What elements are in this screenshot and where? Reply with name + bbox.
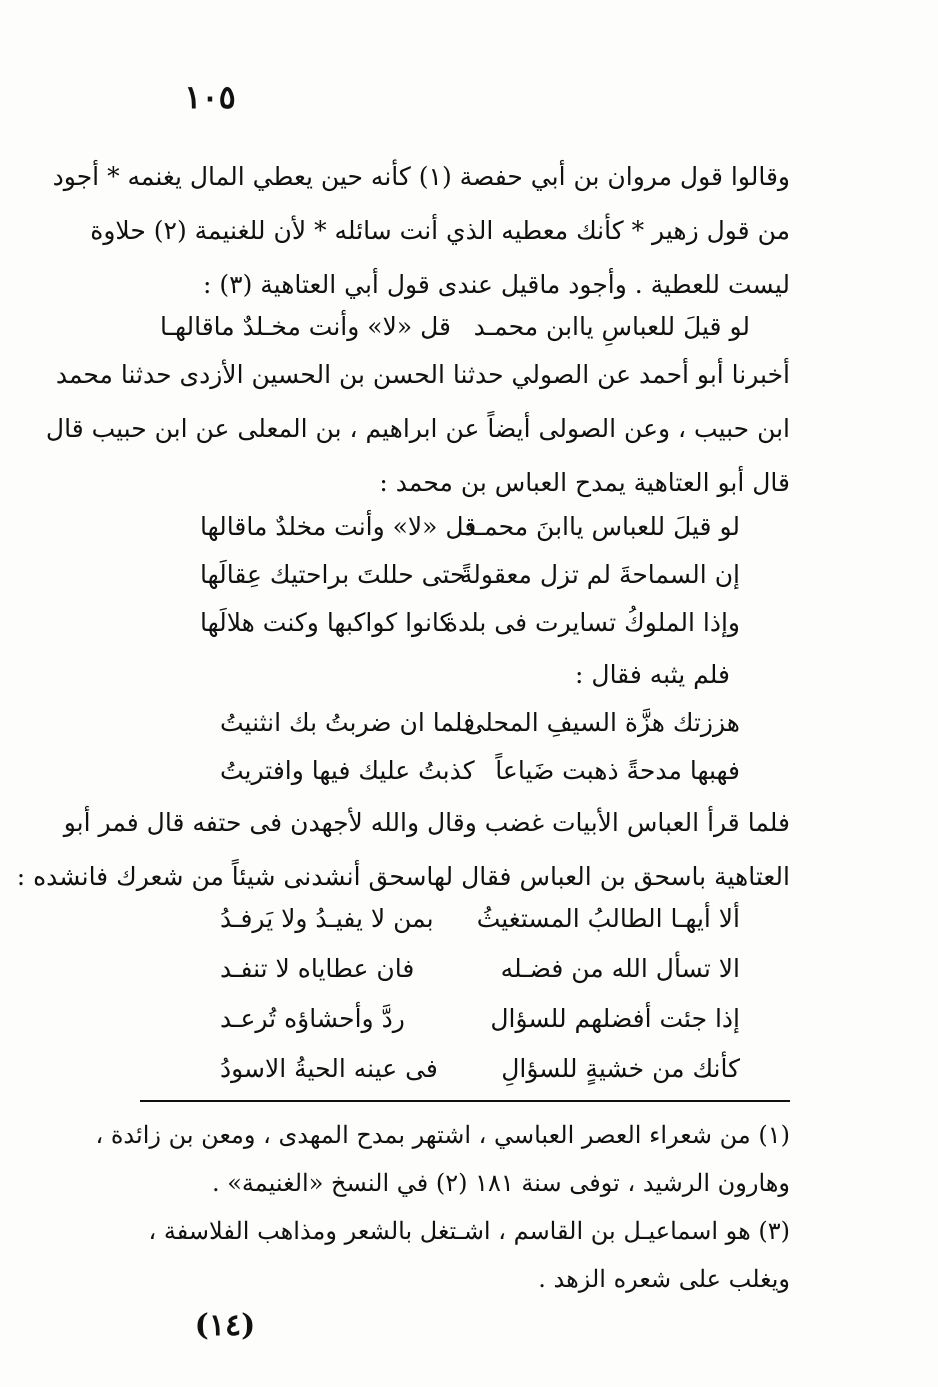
- verse-line: [200, 548, 740, 602]
- text-line: ابن حبيب ، وعن الصولى أيضاً عن ابراهيم ، بن المعلى عن ابن حبيب قال: [45, 414, 790, 443]
- verse-line: [220, 942, 740, 996]
- verse-hemistich-left: فى عينه الحيةُ الاسودُ: [220, 1054, 438, 1083]
- text-line: فلم يثبه فقال :: [575, 660, 730, 689]
- verse-hemistich-left: كذبتُ عليك فيها وافتريتُ: [220, 756, 475, 785]
- paragraph-2: [45, 348, 790, 510]
- verse-hemistich-right: فهبها مدحةً ذهبت ضَياعاً: [495, 756, 740, 785]
- paragraph-1: [52, 150, 790, 312]
- text-line: قال أبو العتاهية يمدح العباس بن محمد :: [379, 468, 790, 497]
- footnote-line: (٣) هو اسماعيـل بن القاسم ، اشـتغل بالشعر ومذاهب الفلاسفة ،: [148, 1217, 790, 1245]
- verse-line: [200, 500, 740, 554]
- verse-hemistich-left: فلما ان ضربتُ بك انثنيتُ: [220, 708, 476, 737]
- verse-hemistich-right: كأنك من خشيةٍ للسؤالِ: [501, 1054, 740, 1083]
- paragraph-4: [16, 796, 790, 904]
- verse-hemistich-right: لو قيلَ للعباس ياابنَ محمـد: [463, 512, 740, 541]
- verse-hemistich-left: حتى حللتَ براحتيك عِقالَها: [200, 560, 466, 589]
- footnote-separator: [140, 1100, 790, 1102]
- verse-line: [220, 1042, 740, 1096]
- verse-line: [220, 744, 740, 798]
- verse-hemistich-right: لو قيلَ للعباسِ ياابن محمـد: [473, 312, 750, 341]
- verse-line: [220, 892, 740, 946]
- text-line: ليست للعطية . وأجود ماقيل عندى قول أبي العتاهية (٣) :: [203, 270, 790, 299]
- text-line: من قول زهير * كأنك معطيه الذي أنت سائله * لأن للغنيمة (٢) حلاوة: [90, 216, 790, 245]
- text-line: العتاهية باسحق بن العباس فقال لهاسحق أنشدنى شيئاً من شعرك فانشده :: [16, 862, 790, 891]
- verse-hemistich-left: كانوا كواكبها وكنت هلالَها: [200, 608, 452, 637]
- verse-line: [160, 300, 750, 354]
- verse-hemistich-right: هززتك هزَّة السيفِ المحلى: [464, 708, 740, 737]
- footnote-line: ويغلب على شعره الزهد .: [538, 1265, 790, 1293]
- verse-hemistich-left: قل «لا» وأنت مخـلدٌ ماقالهـا: [160, 312, 451, 341]
- footnote-line: وهارون الرشيد ، توفى سنة ١٨١ (٢) في النسخ «الغنيمة» .: [211, 1169, 790, 1197]
- verse-hemistich-left: ردَّ وأحشاؤه تُرعـد: [220, 1004, 405, 1033]
- verse-line: [200, 596, 740, 650]
- page-number: ١٠٥: [184, 78, 236, 116]
- text-line: فلما قرأ العباس الأبيات غضب وقال والله لأجهدن فى حتفه قال فمر أبو: [63, 808, 790, 837]
- paragraph-3: [140, 648, 790, 702]
- verse-hemistich-right: وإذا الملوكُ تسايرت فى بلدة: [444, 608, 740, 637]
- verse-hemistich-right: ألا أيهـا الطالبُ المستغيثُ: [476, 904, 740, 933]
- signature-mark: (١٤): [194, 1308, 256, 1343]
- verse-line: [220, 696, 740, 750]
- footnote-line: (١) من شعراء العصر العباسي ، اشتهر بمدح المهدى ، ومعن بن زائدة ،: [95, 1121, 790, 1149]
- text-line: أخبرنا أبو أحمد عن الصولي حدثنا الحسن بن الحسين الأزدى حدثنا محمد: [55, 360, 790, 389]
- verse-hemistich-left: قل «لا» وأنت مخلدٌ ماقالها: [200, 512, 477, 541]
- verse-hemistich-right: الا تسأل الله من فضـله: [500, 954, 740, 983]
- text-line: وقالوا قول مروان بن أبي حفصة (١) كأنه حين يعطي المال يغنمه * أجود: [52, 162, 790, 191]
- verse-hemistich-right: إن السماحةَ لم تزل معقولةً: [459, 560, 740, 589]
- verse-hemistich-left: فان عطاياه لا تنفـد: [220, 954, 415, 983]
- verse-line: [220, 992, 740, 1046]
- verse-hemistich-right: إذا جئت أفضلهم للسؤال: [490, 1004, 740, 1033]
- verse-hemistich-left: بمن لا يفيـدُ ولا يَرفـدُ: [220, 904, 434, 933]
